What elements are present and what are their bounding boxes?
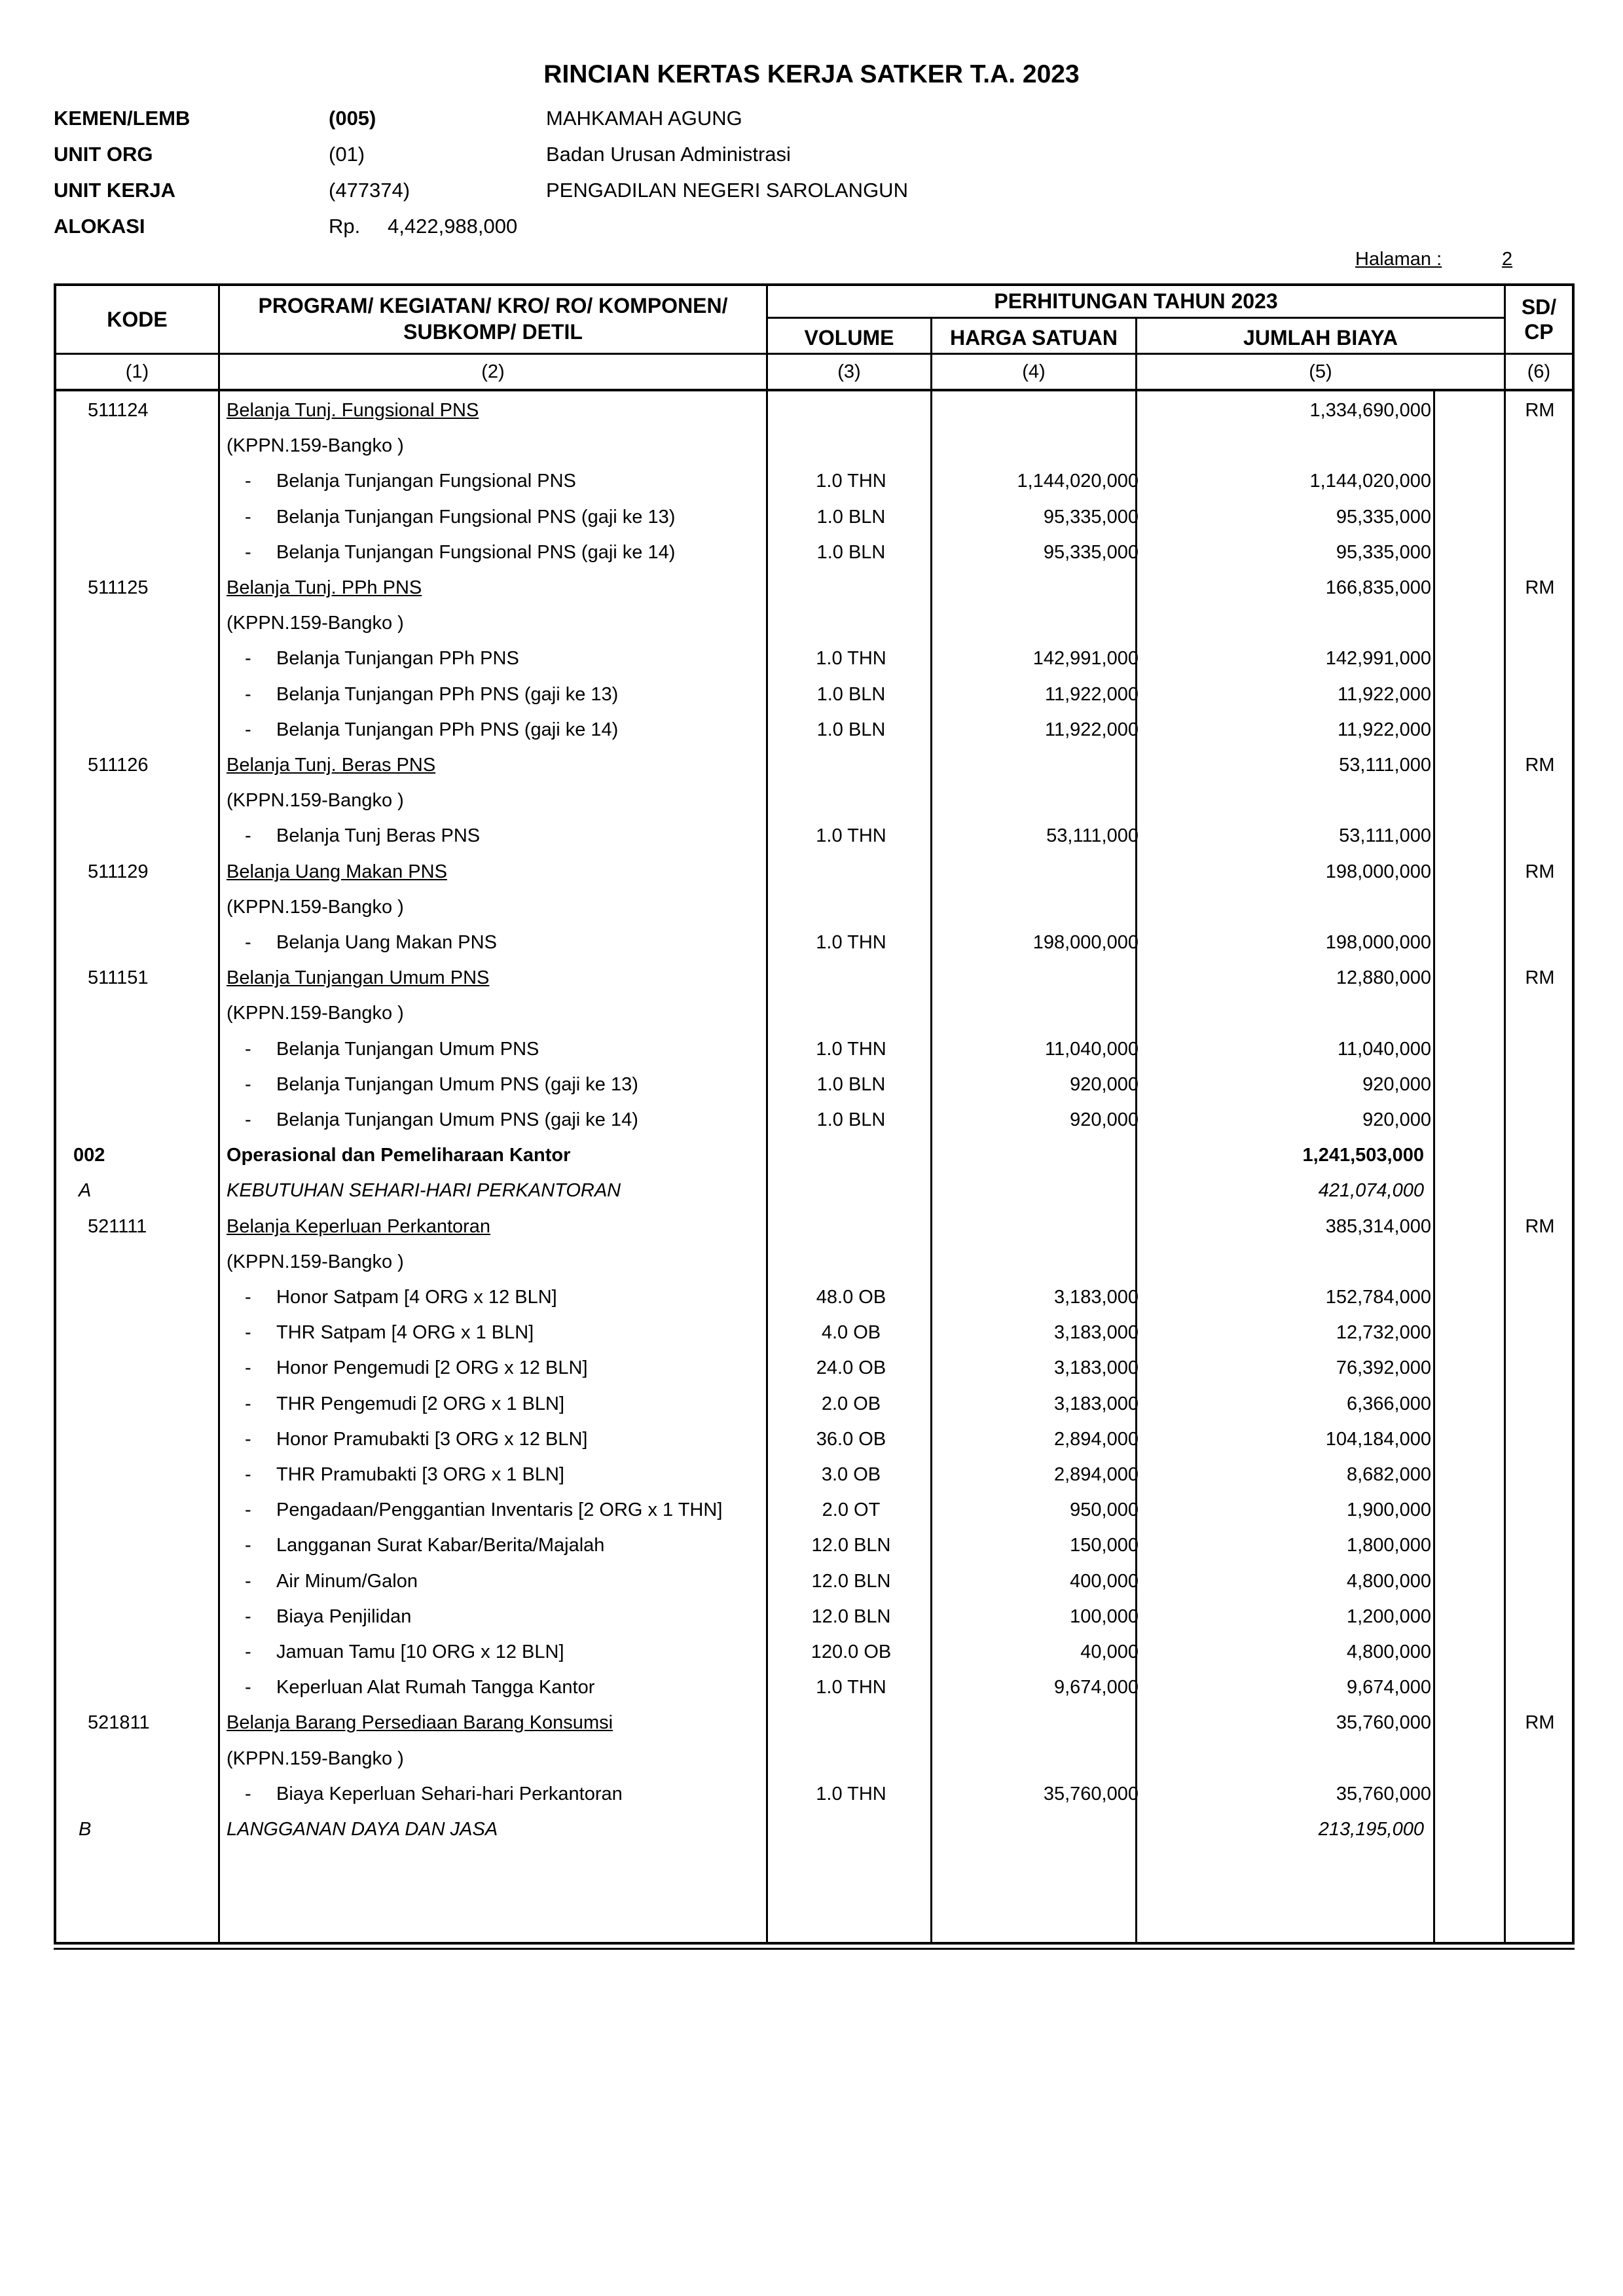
table-row <box>0 1741 1623 1776</box>
harga-satuan: 142,991,000 <box>1032 648 1139 670</box>
detail-bullet: - <box>245 719 251 740</box>
detail-bullet: - <box>245 1605 251 1627</box>
jumlah-biaya: 53,111,000 <box>1339 825 1431 847</box>
detail-bullet: - <box>245 932 251 953</box>
harga-satuan: 3,183,000 <box>1053 1357 1139 1379</box>
table-row <box>0 1350 1623 1386</box>
volume: 1.0 THN <box>816 932 886 953</box>
jumlah-biaya: 1,200,000 <box>1346 1605 1431 1627</box>
account-code: 511129 <box>88 861 149 882</box>
table-row <box>0 925 1623 960</box>
table-row <box>0 677 1623 712</box>
account-code: 521811 <box>88 1712 150 1734</box>
account-name: Belanja Tunj. PPh PNS <box>227 577 422 598</box>
detail-bullet: - <box>245 1499 251 1521</box>
detail-name: Belanja Tunjangan PPh PNS (gaji ke 14) <box>276 719 619 740</box>
detail-bullet: - <box>245 683 251 705</box>
table-row <box>0 1422 1623 1457</box>
detail-name: Honor Pengemudi [2 ORG x 12 BLN] <box>276 1357 588 1379</box>
kemen-name: MAHKAMAH AGUNG <box>546 107 742 130</box>
harga-satuan: 11,922,000 <box>1045 683 1139 705</box>
jumlah-biaya: 11,922,000 <box>1338 719 1431 740</box>
table-row <box>0 1634 1623 1670</box>
jumlah-biaya: 1,900,000 <box>1346 1499 1431 1521</box>
account-code: 511124 <box>88 400 149 421</box>
sumber-dana: RM <box>1525 1712 1555 1734</box>
detail-name: Langganan Surat Kabar/Berita/Majalah <box>276 1535 605 1556</box>
detail-name: Belanja Tunjangan Umum PNS (gaji ke 13) <box>276 1073 638 1095</box>
harga-satuan: 198,000,000 <box>1032 932 1139 953</box>
detail-name: Belanja Tunjangan PPh PNS (gaji ke 13) <box>276 683 619 705</box>
jumlah-biaya: 104,184,000 <box>1325 1428 1431 1450</box>
volume: 1.0 THN <box>816 1038 886 1060</box>
table-row <box>0 1386 1623 1422</box>
harga-satuan: 1,144,020,000 <box>1017 471 1139 492</box>
volume: 1.0 BLN <box>816 541 886 563</box>
halaman-label: Halaman : <box>1355 249 1442 270</box>
volume: 1.0 BLN <box>816 683 886 705</box>
jumlah-biaya: 920,000 <box>1362 1109 1431 1130</box>
volume: 1.0 THN <box>816 471 886 492</box>
unit-kerja-label: UNIT KERJA <box>54 179 176 202</box>
colnum-4: (4) <box>1022 361 1046 382</box>
jumlah-biaya: 95,335,000 <box>1336 541 1431 563</box>
harga-satuan: 11,922,000 <box>1045 719 1139 740</box>
table-row <box>0 889 1623 925</box>
header-harga-satuan: HARGA SATUAN <box>950 326 1118 350</box>
detail-name: Biaya Penjilidan <box>276 1605 412 1627</box>
account-name: Belanja Keperluan Perkantoran <box>227 1215 491 1237</box>
table-row <box>0 393 1623 428</box>
subsection-total: 213,195,000 <box>1318 1819 1424 1840</box>
table-row <box>0 1776 1623 1812</box>
detail-name: Belanja Tunjangan Umum PNS <box>276 1038 539 1060</box>
volume: 12.0 BLN <box>811 1605 891 1627</box>
table-row <box>0 1280 1623 1315</box>
detail-bullet: - <box>245 825 251 847</box>
jumlah-biaya: 76,392,000 <box>1336 1357 1431 1379</box>
table-row <box>0 783 1623 818</box>
volume: 12.0 BLN <box>811 1570 891 1592</box>
subsection-code: B <box>79 1819 92 1840</box>
detail-name: THR Satpam [4 ORG x 1 BLN] <box>276 1322 534 1344</box>
header-jumlah-biaya: JUMLAH BIAYA <box>1243 326 1398 350</box>
table-row <box>0 1670 1623 1705</box>
harga-satuan: 9,674,000 <box>1053 1677 1139 1698</box>
colnum-5: (5) <box>1309 361 1332 382</box>
kppn-label: (KPPN.159-Bangko ) <box>227 1251 404 1272</box>
detail-name: Honor Satpam [4 ORG x 12 BLN] <box>276 1287 557 1308</box>
table-row <box>0 605 1623 641</box>
colnum-2: (2) <box>481 361 505 382</box>
table-row <box>0 1067 1623 1102</box>
jumlah-biaya: 152,784,000 <box>1325 1287 1431 1308</box>
table-row <box>0 463 1623 499</box>
sumber-dana: RM <box>1525 861 1555 882</box>
volume: 3.0 OB <box>821 1464 881 1485</box>
unit-org-label: UNIT ORG <box>54 143 153 166</box>
volume: 36.0 OB <box>816 1428 886 1450</box>
table-row <box>0 1812 1623 1847</box>
table-row <box>0 712 1623 747</box>
section-total: 1,241,503,000 <box>1302 1145 1424 1166</box>
account-code: 511126 <box>88 755 149 776</box>
volume: 12.0 BLN <box>811 1535 891 1556</box>
jumlah-biaya: 198,000,000 <box>1325 932 1431 953</box>
detail-name: Belanja Tunjangan Fungsional PNS (gaji ke 13) <box>276 506 676 528</box>
detail-name: Honor Pramubakti [3 ORG x 12 BLN] <box>276 1428 588 1450</box>
harga-satuan: 400,000 <box>1070 1570 1139 1592</box>
document-title: RINCIAN KERTAS KERJA SATKER T.A. 2023 <box>543 60 1080 88</box>
sumber-dana: RM <box>1525 967 1555 989</box>
jumlah-biaya: 6,366,000 <box>1346 1393 1431 1414</box>
detail-name: Belanja Tunjangan Fungsional PNS <box>276 471 576 492</box>
detail-bullet: - <box>245 1677 251 1698</box>
kppn-label: (KPPN.159-Bangko ) <box>227 613 404 634</box>
header-sd-line1: SD/ <box>1521 295 1557 319</box>
detail-bullet: - <box>245 1287 251 1308</box>
detail-name: Keperluan Alat Rumah Tangga Kantor <box>276 1677 595 1698</box>
detail-bullet: - <box>245 648 251 670</box>
detail-bullet: - <box>245 1393 251 1414</box>
detail-bullet: - <box>245 1535 251 1556</box>
detail-bullet: - <box>245 1428 251 1450</box>
jumlah-biaya: 166,835,000 <box>1325 577 1431 598</box>
table-row <box>0 1173 1623 1208</box>
jumlah-biaya: 1,800,000 <box>1346 1535 1431 1556</box>
jumlah-biaya: 198,000,000 <box>1325 861 1431 882</box>
harga-satuan: 3,183,000 <box>1053 1287 1139 1308</box>
bottom-double-line <box>54 1948 1575 1950</box>
volume: 120.0 OB <box>811 1641 892 1662</box>
volume: 1.0 BLN <box>816 506 886 528</box>
header-program-line1: PROGRAM/ KEGIATAN/ KRO/ RO/ KOMPONEN/ <box>258 294 728 317</box>
header-bottom-line <box>54 353 1575 355</box>
harga-satuan: 2,894,000 <box>1053 1428 1139 1450</box>
jumlah-biaya: 12,732,000 <box>1336 1322 1431 1344</box>
unit-kerja-code: (477374) <box>329 179 410 202</box>
table-row <box>0 1457 1623 1492</box>
table-row <box>0 499 1623 535</box>
jumlah-biaya: 9,674,000 <box>1346 1677 1431 1698</box>
volume: 1.0 THN <box>816 825 886 847</box>
jumlah-biaya: 11,922,000 <box>1338 683 1431 705</box>
jumlah-biaya: 4,800,000 <box>1346 1570 1431 1592</box>
detail-name: Belanja Tunjangan PPh PNS <box>276 648 519 670</box>
unit-org-code: (01) <box>329 143 365 166</box>
volume: 1.0 BLN <box>816 1073 886 1095</box>
kppn-label: (KPPN.159-Bangko ) <box>227 435 404 457</box>
jumlah-biaya: 8,682,000 <box>1346 1464 1431 1485</box>
table-row <box>0 570 1623 605</box>
kppn-label: (KPPN.159-Bangko ) <box>227 1003 404 1024</box>
jumlah-biaya: 920,000 <box>1362 1073 1431 1095</box>
harga-satuan: 950,000 <box>1070 1499 1139 1521</box>
sumber-dana: RM <box>1525 755 1555 776</box>
detail-name: THR Pramubakti [3 ORG x 1 BLN] <box>276 1464 564 1485</box>
account-code: 511125 <box>88 577 149 598</box>
halaman-number: 2 <box>1502 249 1513 270</box>
detail-bullet: - <box>245 1109 251 1130</box>
kemen-label: KEMEN/LEMB <box>54 107 191 130</box>
account-name: Belanja Tunj. Beras PNS <box>227 755 436 776</box>
subsection-total: 421,074,000 <box>1318 1180 1424 1202</box>
detail-bullet: - <box>245 1357 251 1379</box>
header-perhitungan: PERHITUNGAN TAHUN 2023 <box>994 289 1278 313</box>
harga-satuan: 95,335,000 <box>1043 506 1139 528</box>
detail-name: Jamuan Tamu [10 ORG x 12 BLN] <box>276 1641 564 1662</box>
detail-bullet: - <box>245 1073 251 1095</box>
harga-satuan: 100,000 <box>1070 1605 1139 1627</box>
table-row <box>0 1102 1623 1138</box>
detail-bullet: - <box>245 1641 251 1662</box>
jumlah-biaya: 1,144,020,000 <box>1309 471 1431 492</box>
table-row <box>0 535 1623 570</box>
sumber-dana: RM <box>1525 400 1555 421</box>
table-row <box>0 1138 1623 1173</box>
jumlah-biaya: 385,314,000 <box>1325 1215 1431 1237</box>
colnum-1: (1) <box>125 361 149 382</box>
harga-satuan: 11,040,000 <box>1045 1038 1139 1060</box>
detail-bullet: - <box>245 1322 251 1344</box>
harga-satuan: 3,183,000 <box>1053 1393 1139 1414</box>
harga-satuan: 53,111,000 <box>1046 825 1139 847</box>
jumlah-biaya: 35,760,000 <box>1336 1783 1431 1804</box>
header-kode: KODE <box>107 308 168 331</box>
jumlah-biaya: 11,040,000 <box>1338 1038 1431 1060</box>
detail-bullet: - <box>245 1464 251 1485</box>
harga-satuan: 2,894,000 <box>1053 1464 1139 1485</box>
volume: 1.0 THN <box>816 1677 886 1698</box>
jumlah-biaya: 142,991,000 <box>1325 648 1431 670</box>
detail-bullet: - <box>245 471 251 492</box>
alokasi-label: ALOKASI <box>54 215 145 238</box>
volume: 1.0 THN <box>816 648 886 670</box>
alokasi-value: 4,422,988,000 <box>388 215 518 238</box>
volume: 1.0 BLN <box>816 1109 886 1130</box>
sumber-dana: RM <box>1525 577 1555 598</box>
table-row <box>0 818 1623 853</box>
detail-name: THR Pengemudi [2 ORG x 1 BLN] <box>276 1393 564 1414</box>
subsection-name: LANGGANAN DAYA DAN JASA <box>227 1819 498 1840</box>
volume: 4.0 OB <box>821 1322 881 1344</box>
jumlah-biaya: 4,800,000 <box>1346 1641 1431 1662</box>
table-row <box>0 1244 1623 1280</box>
unit-org-name: Badan Urusan Administrasi <box>546 143 791 166</box>
detail-bullet: - <box>245 1783 251 1804</box>
table-row <box>0 641 1623 676</box>
kppn-label: (KPPN.159-Bangko ) <box>227 896 404 918</box>
harga-satuan: 150,000 <box>1070 1535 1139 1556</box>
alokasi-currency: Rp. <box>329 215 361 238</box>
colnum-3: (3) <box>837 361 861 382</box>
table-row <box>0 996 1623 1031</box>
detail-name: Belanja Tunj Beras PNS <box>276 825 481 847</box>
jumlah-biaya: 12,880,000 <box>1336 967 1431 989</box>
colnum-6: (6) <box>1527 361 1551 382</box>
table-row <box>0 1031 1623 1067</box>
volume: 2.0 OB <box>821 1393 881 1414</box>
account-name: Belanja Uang Makan PNS <box>227 861 447 882</box>
jumlah-biaya: 53,111,000 <box>1339 755 1431 776</box>
harga-satuan: 920,000 <box>1070 1109 1139 1130</box>
jumlah-biaya: 1,334,690,000 <box>1309 400 1431 421</box>
table-row <box>0 1705 1623 1740</box>
table-row <box>0 1528 1623 1563</box>
detail-name: Pengadaan/Penggantian Inventaris [2 ORG x 1 THN] <box>276 1499 723 1521</box>
jumlah-biaya: 95,335,000 <box>1336 506 1431 528</box>
detail-name: Biaya Keperluan Sehari-hari Perkantoran <box>276 1783 623 1804</box>
jumlah-biaya: 35,760,000 <box>1336 1712 1431 1734</box>
detail-name: Belanja Uang Makan PNS <box>276 932 497 953</box>
detail-name: Air Minum/Galon <box>276 1570 418 1592</box>
volume: 2.0 OT <box>822 1499 881 1521</box>
detail-bullet: - <box>245 506 251 528</box>
table-row <box>0 747 1623 783</box>
table-row <box>0 854 1623 889</box>
numbering-bottom-line <box>54 389 1575 391</box>
kemen-code: (005) <box>329 107 376 130</box>
harga-satuan: 95,335,000 <box>1043 541 1139 563</box>
volume: 1.0 BLN <box>816 719 886 740</box>
volume: 1.0 THN <box>816 1783 886 1804</box>
detail-name: Belanja Tunjangan Fungsional PNS (gaji ke 14) <box>276 541 676 563</box>
kppn-label: (KPPN.159-Bangko ) <box>227 790 404 812</box>
section-name: Operasional dan Pemeliharaan Kantor <box>227 1145 571 1166</box>
subsection-code: A <box>79 1180 92 1202</box>
harga-satuan: 920,000 <box>1070 1073 1139 1095</box>
harga-satuan: 3,183,000 <box>1053 1322 1139 1344</box>
table-row <box>0 1315 1623 1350</box>
detail-bullet: - <box>245 1570 251 1592</box>
account-name: Belanja Tunj. Fungsional PNS <box>227 400 479 421</box>
table-row <box>0 1209 1623 1244</box>
header-volume: VOLUME <box>804 326 894 350</box>
volume: 24.0 OB <box>816 1357 886 1379</box>
detail-name: Belanja Tunjangan Umum PNS (gaji ke 14) <box>276 1109 638 1130</box>
harga-satuan: 40,000 <box>1080 1641 1139 1662</box>
account-code: 511151 <box>88 967 149 989</box>
header-sd-line2: CP <box>1524 320 1554 344</box>
harga-satuan: 35,760,000 <box>1043 1783 1139 1804</box>
sumber-dana: RM <box>1525 1215 1555 1237</box>
table-row <box>0 1564 1623 1599</box>
volume: 48.0 OB <box>816 1287 886 1308</box>
section-code: 002 <box>73 1145 105 1166</box>
table-row <box>0 1492 1623 1528</box>
table-row <box>0 960 1623 996</box>
kppn-label: (KPPN.159-Bangko ) <box>227 1748 404 1769</box>
unit-kerja-name: PENGADILAN NEGERI SAROLANGUN <box>546 179 908 202</box>
detail-bullet: - <box>245 541 251 563</box>
account-code: 521111 <box>88 1215 147 1237</box>
table-row <box>0 1599 1623 1634</box>
account-name: Belanja Barang Persediaan Barang Konsumsi <box>227 1712 613 1734</box>
table-row <box>0 428 1623 463</box>
header-program-line2: SUBKOMP/ DETIL <box>403 320 583 344</box>
account-name: Belanja Tunjangan Umum PNS <box>227 967 490 989</box>
detail-bullet: - <box>245 1038 251 1060</box>
subsection-name: KEBUTUHAN SEHARI-HARI PERKANTORAN <box>227 1180 621 1202</box>
